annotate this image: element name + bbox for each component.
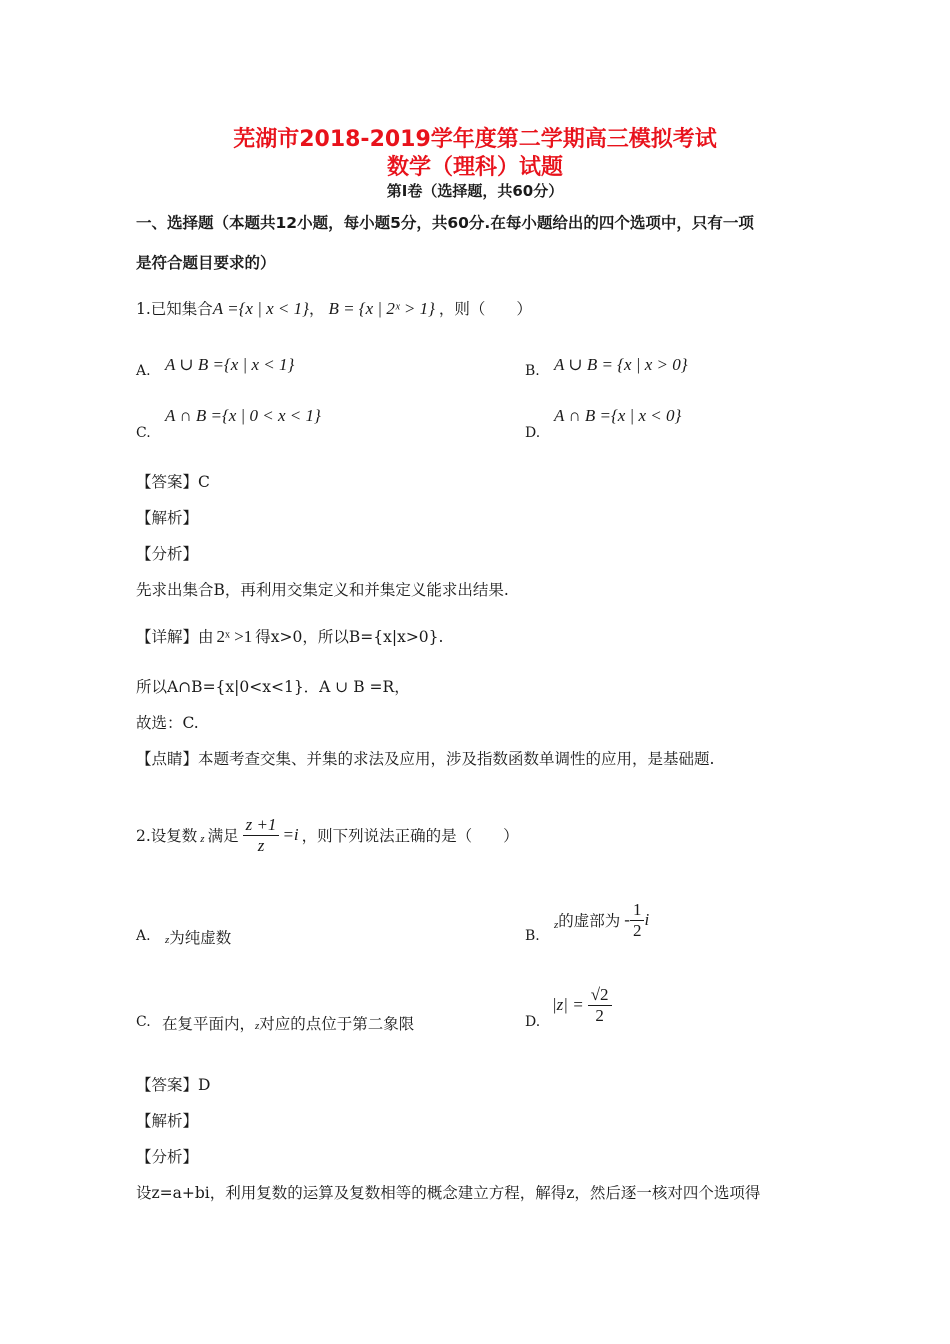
volume-heading: 第I卷（选择题，共60分） bbox=[386, 182, 564, 200]
q2-option-d-denominator: 2 bbox=[595, 1005, 604, 1025]
q1-suffix: ，则（ ） bbox=[438, 300, 532, 318]
q2-option-c bbox=[162, 1012, 414, 1034]
q2-option-d-label: D. bbox=[525, 1014, 541, 1030]
section-intro-line-2: 是符合题目要求的） bbox=[136, 254, 276, 272]
q2-fraction bbox=[243, 815, 280, 855]
q2-option-d-lhs: |z| = bbox=[552, 995, 584, 1015]
q2-option-c-z: z bbox=[255, 1020, 260, 1032]
q2-option-b-fraction bbox=[630, 900, 645, 940]
section-intro-line-1: 一、选择题（本题共12小题，每小题5分，共60分.在每小题给出的四个选项中，只有一项 bbox=[136, 214, 754, 232]
q2-fraction-numerator: z +1 bbox=[243, 815, 280, 836]
q2-option-b bbox=[554, 900, 649, 940]
q1-set-b: B = {x | 2ˣ > 1} bbox=[328, 299, 435, 318]
q1-detail-line-3: 故选：C. bbox=[136, 714, 199, 732]
q1-set-a: A ={x | x < 1} bbox=[212, 299, 309, 318]
q2-suffix: ，则下列说法正确的是（ ） bbox=[301, 827, 519, 846]
title-line-1: 芜湖市2018-2019学年度第二学期高三模拟考试 bbox=[233, 127, 717, 152]
q2-option-d-numerator: √2 bbox=[588, 985, 612, 1006]
q2-var-z: z bbox=[200, 833, 205, 846]
q1-option-c: A ∩ B ={x | 0 < x < 1} bbox=[165, 406, 321, 425]
q2-option-b-z: z bbox=[554, 919, 559, 932]
q1-option-b-label: B. bbox=[525, 363, 540, 379]
q2-option-a bbox=[165, 926, 231, 948]
q1-detail-math: 2ˣ >1 bbox=[216, 627, 253, 646]
q1-fenxi-heading: 【分析】 bbox=[136, 545, 199, 563]
q1-option-d: A ∩ B ={x | x < 0} bbox=[554, 406, 682, 425]
q1-dianjing: 【点睛】本题考查交集、并集的求法及应用，涉及指数函数单调性的应用，是基础题. bbox=[136, 750, 715, 768]
q2-eq-i: =i bbox=[282, 825, 299, 845]
q2-option-b-minus: - bbox=[624, 910, 630, 930]
q2-stem bbox=[136, 815, 519, 855]
q1-stem bbox=[136, 297, 532, 319]
q1-option-c-label: C. bbox=[136, 425, 151, 441]
q2-option-b-label: B. bbox=[525, 928, 540, 944]
q1-option-a-label: A. bbox=[136, 363, 151, 379]
q1-fenxi-text: 先求出集合B，再利用交集定义和并集定义能求出结果. bbox=[136, 581, 509, 599]
q2-option-a-label: A. bbox=[136, 928, 151, 944]
q2-mid: 满足 bbox=[207, 827, 239, 846]
q2-option-c-label: C. bbox=[136, 1014, 151, 1030]
q2-prefix: 2.设复数 bbox=[136, 827, 198, 846]
q1-detail-head: 【详解】由 bbox=[136, 628, 214, 646]
q1-analysis-heading: 【解析】 bbox=[136, 509, 199, 527]
q1-comma: ， bbox=[308, 300, 325, 318]
q2-option-c-pre: 在复平面内， bbox=[162, 1015, 256, 1033]
q2-fenxi-text: 设z=a+bi，利用复数的运算及复数相等的概念建立方程，解得z，然后逐一核对四个选项得 bbox=[136, 1184, 761, 1202]
q1-detail-line-2: 所以A∩B={x|0<x<1}．A ∪ B =R， bbox=[136, 678, 410, 696]
q1-prefix: 1.已知集合 bbox=[136, 300, 213, 318]
q2-option-d bbox=[552, 985, 612, 1025]
q2-option-a-text: 为纯虚数 bbox=[169, 929, 232, 947]
q2-option-b-denominator: 2 bbox=[632, 920, 642, 940]
q1-option-d-label: D. bbox=[525, 425, 541, 441]
q1-option-b: A ∪ B = {x | x > 0} bbox=[554, 355, 688, 374]
q2-answer: 【答案】D bbox=[136, 1076, 211, 1094]
q2-fenxi-heading: 【分析】 bbox=[136, 1148, 199, 1166]
q1-detail bbox=[136, 625, 443, 647]
q2-option-d-fraction bbox=[588, 985, 612, 1025]
q2-analysis-heading: 【解析】 bbox=[136, 1112, 199, 1130]
q2-option-b-i: i bbox=[644, 910, 650, 930]
q1-option-a: A ∪ B ={x | x < 1} bbox=[165, 355, 295, 374]
q2-option-b-numerator: 1 bbox=[630, 900, 645, 921]
q2-fraction-denominator: z bbox=[257, 835, 265, 855]
q1-answer: 【答案】C bbox=[136, 473, 210, 491]
q2-option-c-post: 对应的点位于第二象限 bbox=[259, 1015, 415, 1033]
q2-option-b-text: 的虚部为 bbox=[558, 912, 621, 931]
title-line-2: 数学（理科）试题 bbox=[386, 155, 563, 180]
q1-detail-rest: 得x>0，所以B={x|x>0}. bbox=[255, 628, 444, 646]
q2-option-a-z: z bbox=[165, 934, 170, 946]
